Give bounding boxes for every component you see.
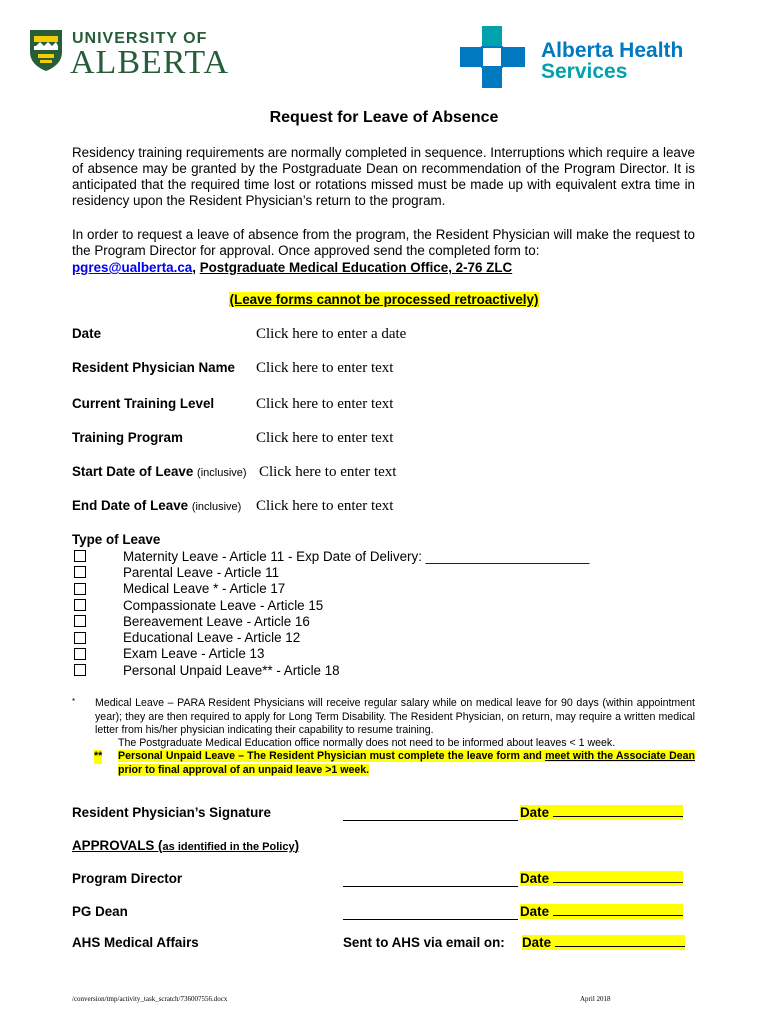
bereavement-checkbox[interactable] [74,615,86,627]
pg-dean-label: PG Dean [72,904,128,919]
leave-option-educational [72,629,590,645]
ahs-logo-line2: Services [541,60,628,83]
leave-option-label: Exam Leave - Article 13 [123,646,265,662]
footnote-mark-1: * [72,697,76,706]
leave-option-label: Bereavement Leave - Article 16 [123,613,310,629]
resident-signature-label: Resident Physician’s Signature [72,805,271,820]
unpaid-leave-footnote [72,750,695,777]
exam-checkbox[interactable] [74,648,86,660]
ahs-logo-line1: Alberta Health [541,39,684,62]
leave-option-exam [72,646,590,662]
retroactive-notice [0,292,768,307]
office-address: Postgraduate Medical Education Office, 2-76 ZLC [199,260,513,275]
sent-to-ahs-label: Sent to AHS via email on: [343,935,505,950]
unpaid-footnote-part1: Personal Unpaid Leave – The Resident Physician must complete the leave form and [118,750,546,762]
leave-option-label: Maternity Leave - Article 11 - Exp Date of Delivery: ______________________ [123,548,590,564]
approvals-text: APPROVALS ( [72,838,163,853]
resident-signature-field[interactable] [343,806,518,821]
program-director-date[interactable] [520,871,683,886]
end-date-inclusive-note: (inclusive) [191,501,242,513]
resident-name-field[interactable]: Click here to enter text [256,360,394,376]
ua-crest-icon [28,28,64,72]
date-line [555,935,685,947]
personal-unpaid-checkbox[interactable] [74,664,86,676]
ahs-medical-affairs-label: AHS Medical Affairs [72,935,199,950]
end-date-field[interactable]: Click here to enter text [256,498,394,514]
medical-leave-footnote-text: Medical Leave – PARA Resident Physicians will receive regular salary while on medical leave for 90 days (within appointment year); they are then required to apply for Long Term Disability. The Resident Physician, on return, may require a written medical letter from his/her physician indicating their capability to resume training. [95,697,695,736]
type-of-leave-heading: Type of Leave [72,532,161,547]
intro-paragraph-2: In order to request a leave of absence from the program, the Resident Physician will make the request to the Program Director for approval. Once approved send the completed form to: [72,227,695,258]
medical-leave-footnote [72,697,695,738]
email-link[interactable]: pgres@ualberta.ca [72,260,193,275]
leave-option-label: Compassionate Leave - Article 15 [123,597,324,613]
start-date-label-text: Start Date of Leave [72,464,194,479]
pgme-footnote-text: The Postgraduate Medical Education office normally does not need to be informed about leaves < 1 week. [118,737,616,749]
resident-signature-date[interactable] [520,805,683,820]
leave-option-parental [72,564,590,580]
approvals-close: ) [294,838,300,853]
medical-checkbox[interactable] [74,583,86,595]
leave-option-label: Medical Leave * - Article 17 [123,581,286,597]
submission-address: pgres@ualberta.ca, Postgraduate Medical Education Office, 2-76 ZLC [72,260,513,275]
start-date-field[interactable]: Click here to enter text [259,464,397,480]
leave-option-label: Educational Leave - Article 12 [123,630,301,646]
date-label: Date [72,326,102,341]
intro-paragraph-1: Residency training requirements are normally completed in sequence. Interruptions which require a leave of absence may be granted by the Postgraduate Dean on recommendation of the Program Director. It is anticipated that the required time lost or rotations missed must be made up with equivalent extra time in residency upon the Resident Physician’s return to the program. [72,145,695,208]
unpaid-leave-footnote-text [118,750,695,777]
compassionate-checkbox[interactable] [74,599,86,611]
form-title: Request for Leave of Absence [269,109,499,126]
date-line [553,871,683,883]
training-level-field[interactable]: Click here to enter text [256,396,394,412]
leave-option-label: Parental Leave - Article 11 [123,564,280,580]
pg-dean-signature-field[interactable] [343,905,518,920]
leave-option-label: Personal Unpaid Leave** - Article 18 [123,662,340,678]
footer-file-path: /conversion/tmp/activity_task_scratch/736007556.docx [72,995,228,1003]
ahs-logo-text [541,40,683,82]
ahs-cross-icon [460,26,528,88]
program-director-label: Program Director [72,871,183,886]
ua-logo-bottom-text: ALBERTA [70,44,230,81]
ahs-sent-date[interactable] [522,935,685,950]
ua-logo-top-text: UNIVERSITY OF [72,30,208,47]
date-label: Date [520,805,550,820]
retroactive-notice-text: (Leave forms cannot be processed retroactively) [229,292,539,307]
leave-option-compassionate [72,597,590,613]
unpaid-footnote-part3: prior to final approval of an unpaid leave >1 week. [118,763,370,776]
alberta-health-services-logo [460,26,720,88]
end-date-label-text: End Date of Leave [72,498,189,513]
date-label: Date [520,871,550,886]
approvals-note: as identified in the Policy [162,841,295,853]
training-level-label: Current Training Level [72,396,215,411]
training-program-field[interactable]: Click here to enter text [256,430,394,446]
pg-dean-date[interactable] [520,904,683,919]
start-date-label [72,464,247,479]
leave-option-bereavement [72,613,590,629]
end-date-label [72,498,241,513]
leave-option-medical [72,581,590,597]
parental-checkbox[interactable] [74,566,86,578]
university-of-alberta-logo [28,24,228,84]
approvals-heading [72,838,299,853]
date-line [553,805,683,817]
footer-date: April 2018 [580,995,611,1003]
maternity-checkbox[interactable] [74,550,86,562]
date-line [553,904,683,916]
leave-option-maternity [72,548,590,564]
date-label: Date [520,904,550,919]
training-program-label: Training Program [72,430,183,445]
unpaid-footnote-part2: meet with the Associate Dean [545,750,695,762]
start-date-inclusive-note: (inclusive) [197,467,247,479]
date-field[interactable]: Click here to enter a date [256,326,407,342]
leave-type-list [72,548,590,678]
educational-checkbox[interactable] [74,632,86,644]
footnote-mark-2: ** [94,750,103,762]
date-label: Date [522,935,552,950]
resident-name-label: Resident Physician Name [72,360,235,375]
program-director-signature-field[interactable] [343,872,518,887]
leave-option-personal-unpaid [72,662,590,678]
